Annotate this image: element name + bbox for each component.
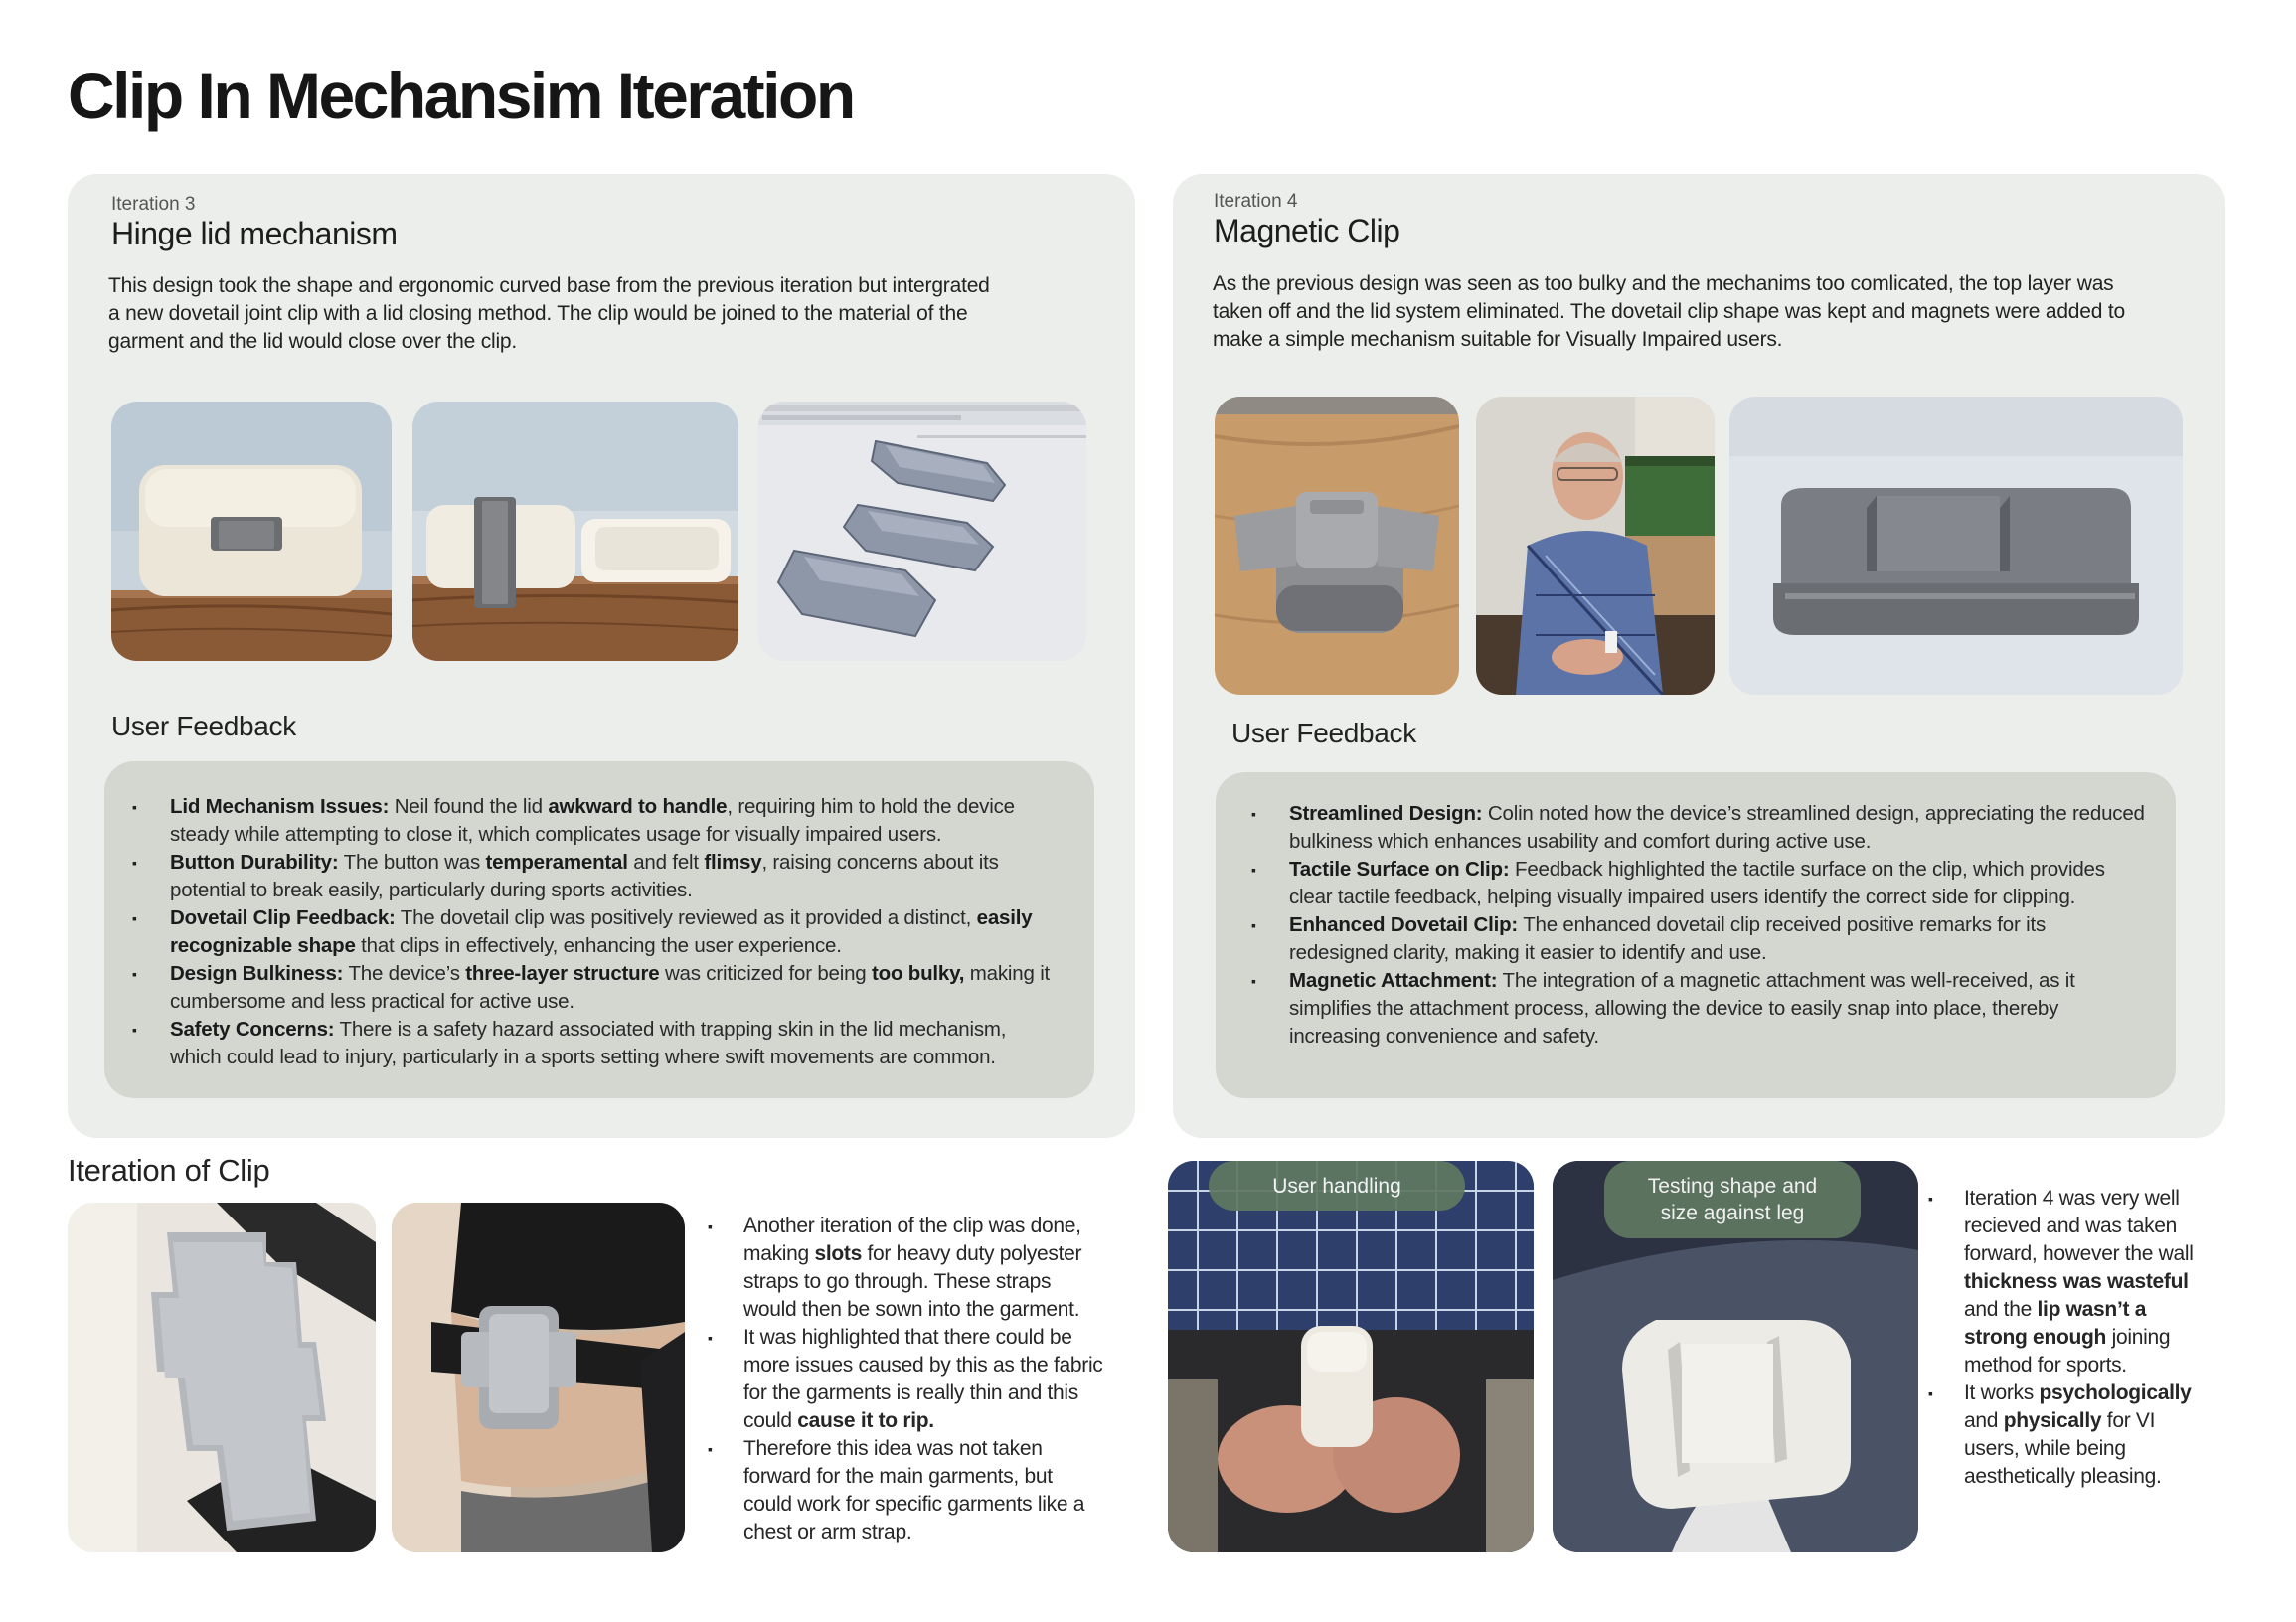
page-title: Clip In Mechansim Iteration	[68, 59, 854, 132]
user-handling-label: User handling	[1209, 1161, 1465, 1211]
iteration-4-eyebrow: Iteration 4	[1214, 191, 1298, 212]
iteration-3-feedback-box	[104, 761, 1094, 1098]
user-handling-photo	[1168, 1161, 1534, 1552]
testing-notes	[1928, 1185, 2207, 1491]
iteration-4-feedback-heading: User Feedback	[1231, 718, 1416, 748]
feedback-item: ▪ Tactile Surface on Clip: Feedback highlighted the tactile surface on the clip, which provides clear tactile feedback, helping visually impaired users identify the correct side for clipping.	[1224, 856, 2148, 911]
note-item: ▪ It was highlighted that there could be more issues caused by this as the fabric for the garments is really thin and this could cause it to rip.	[708, 1324, 1105, 1435]
clip-iteration-notes	[708, 1213, 1105, 1546]
iteration-3-title: Hinge lid mechanism	[111, 216, 398, 251]
user-testing-photo	[1476, 397, 1715, 695]
note-item: ▪ It works psychologically and physically for VI users, while being aesthetically pleasing.	[1928, 1379, 2207, 1491]
iteration-3-feedback-heading: User Feedback	[111, 711, 296, 741]
clip-iteration-heading: Iteration of Clip	[68, 1153, 270, 1188]
iteration-3-eyebrow: Iteration 3	[111, 194, 196, 215]
feedback-item: ▪ Button Durability: The button was temperamental and felt flimsy, raising concerns about its potential to break easily, particularly during sports activities.	[104, 849, 1059, 904]
iteration-4-feedback-list	[1224, 800, 2148, 1051]
note-item: ▪ Iteration 4 was very well recieved and was taken forward, however the wall thickness was wasteful and the lip wasn’t a strong enough joining method for sports.	[1928, 1185, 2207, 1379]
feedback-item: ▪ Lid Mechanism Issues: Neil found the lid awkward to handle, requiring him to hold the device steady while attempting to close it, which complicates usage for visually impaired users.	[104, 793, 1059, 849]
feedback-item: ▪ Design Bulkiness: The device’s three-layer structure was criticized for being too bulky, making it cumbersome and less practical for active use.	[104, 960, 1059, 1016]
feedback-item: ▪ Streamlined Design: Colin noted how the device’s streamlined design, appreciating the reduced bulkiness which enhances usability and comfort during active use.	[1224, 800, 2148, 856]
chest-strap-photo	[392, 1203, 685, 1552]
strap-clip-photo	[68, 1203, 376, 1552]
magnetic-clip-table-photo	[1215, 397, 1459, 695]
grey-clip-photo	[1729, 397, 2183, 695]
iteration-4-feedback-box	[1216, 772, 2176, 1098]
leg-testing-label: Testing shape and size against leg	[1604, 1161, 1861, 1238]
feedback-item: ▪ Dovetail Clip Feedback: The dovetail clip was positively reviewed as it provided a distinct, easily recognizable shape that clips in effectively, enhancing the user experience.	[104, 904, 1059, 960]
iteration-3-panel	[68, 174, 1135, 1138]
closed-lid-clip-photo	[111, 402, 392, 661]
iteration-4-description: As the previous design was seen as too bulky and the mechanims too comlicated, the top layer was taken off and the lid system eliminated. The dovetail clip shape was kept and magnets were added to make a simple mechanism suitable for Visually Impaired users.	[1213, 272, 2125, 351]
feedback-item: ▪ Safety Concerns: There is a safety hazard associated with trapping skin in the lid mechanism, which could lead to injury, particularly in a sports setting where swift movements are common.	[104, 1016, 1059, 1071]
feedback-item: ▪ Magnetic Attachment: The integration of a magnetic attachment was well-received, as it simplifies the attachment process, allowing the device to easily snap into place, thereby increasing convenience and safety.	[1224, 967, 2148, 1051]
iteration-4-panel	[1173, 174, 2225, 1138]
iteration-3-feedback-list	[104, 793, 1059, 1071]
iteration-3-description: This design took the shape and ergonomic curved base from the previous iteration but intergrated a new dovetail joint clip with a lid closing method. The clip would be joined to the material of the garment and the lid would close over the clip.	[108, 274, 990, 353]
note-item: ▪ Another iteration of the clip was done, making slots for heavy duty polyester straps to go through. These straps would then be sown into the garment.	[708, 1213, 1105, 1324]
feedback-item: ▪ Enhanced Dovetail Clip: The enhanced dovetail clip received positive remarks for its redesigned clarity, making it easier to identify and use.	[1224, 911, 2148, 967]
note-item: ▪ Therefore this idea was not taken forward for the main garments, but could work for specific garments like a chest or arm strap.	[708, 1435, 1105, 1546]
iteration-4-title: Magnetic Clip	[1214, 213, 1400, 248]
open-lid-clip-photo	[412, 402, 738, 661]
cad-exploded-view-image	[758, 402, 1086, 661]
